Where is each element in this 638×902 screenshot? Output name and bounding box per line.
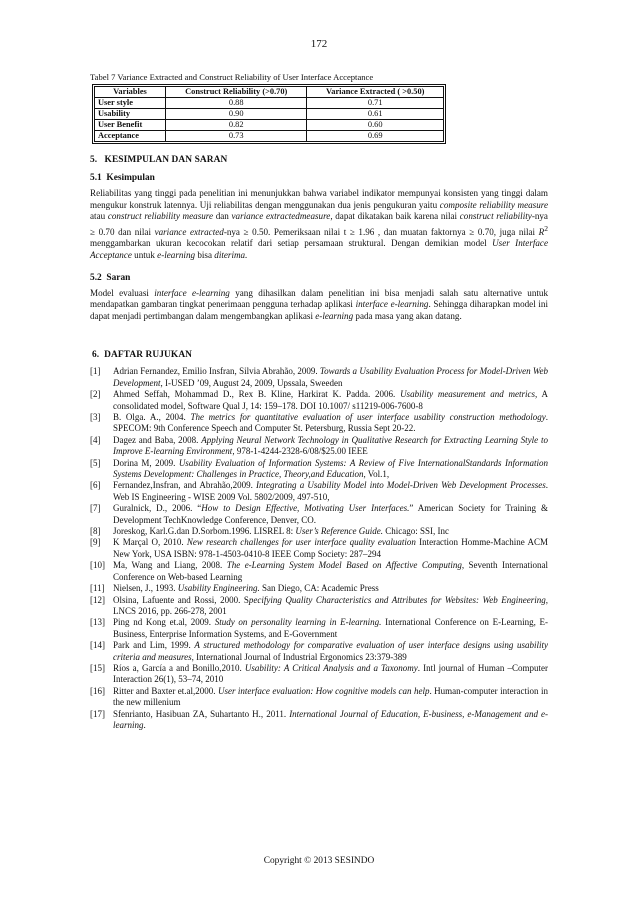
table-cell: 0.90 bbox=[166, 109, 307, 120]
page-content bbox=[90, 72, 548, 731]
reference-authors: Ping nd Kong et.al, 2009. bbox=[113, 617, 215, 628]
reference-number: [9] bbox=[90, 537, 101, 548]
reference-item bbox=[90, 709, 548, 732]
reference-number: [10] bbox=[90, 560, 105, 571]
reference-title: User’s Reference Guide. bbox=[295, 526, 383, 537]
reference-details: Interaction Homme-Machine ACM New York, USA ISBN: 978-1-4503-0410-8 IEEE Comp Society: 287–294 bbox=[113, 537, 549, 559]
emphasis: composite reliability measure bbox=[439, 199, 549, 210]
reference-details: , LNCS 2016, pp. 266-278, 2001 bbox=[113, 594, 548, 616]
reference-authors: Ritter and Baxter et.al,2000. bbox=[113, 685, 218, 696]
section-5-heading: 5. KESIMPULAN DAN SARAN bbox=[90, 155, 228, 165]
table-cell: User Benefit bbox=[95, 120, 166, 131]
kesimpulan-paragraph bbox=[90, 188, 548, 262]
reference-title: Usability: A Critical Analysis and a Taxonomy bbox=[244, 662, 418, 673]
reference-details: International Conference on E-Learning, E-Business, Enterprise Information Systems, and E-Government bbox=[113, 617, 549, 639]
table-cell: 0.60 bbox=[307, 120, 444, 131]
reference-title: Usability Evaluation of Information Systems: A Review of Five InternationalStandards Information Systems Development: Challenges in Practice, Theory,and Education bbox=[113, 457, 548, 480]
reference-item bbox=[90, 617, 548, 640]
reference-details: . bbox=[143, 719, 146, 730]
text-run: menggambarkan ukuran kecocokan relatif dari setiap persamaan struktural. Dengan demikian model bbox=[90, 238, 493, 249]
emphasis: interface e-learning bbox=[154, 287, 230, 298]
reference-details: . SPECOM: 9th Conference Speech and Computer St. Petersburg, Russia Sept 20-22. bbox=[113, 412, 548, 434]
reference-details: . Web IS Engineering - WISE 2009 Vol. 5802/2009, 497-510, bbox=[113, 480, 549, 502]
reference-number: [15] bbox=[90, 662, 105, 673]
emphasis: variance extracted bbox=[154, 226, 224, 237]
reference-authors: Dorina M, 2009. bbox=[113, 457, 179, 468]
reference-title: User interface evaluation: How cognitive models can help bbox=[217, 685, 430, 696]
reference-title: A structured methodology for comparative evaluation of user interface designs using usability criteria and measures bbox=[113, 640, 548, 662]
reference-details: , 978-1-4244-2328-6/08/$25.00 IEEE bbox=[232, 446, 368, 457]
text-run: bisa bbox=[195, 250, 215, 260]
table-row bbox=[95, 109, 444, 120]
reference-authors: Sfenrianto, Hasibuan ZA, Suhartanto H., 2011. bbox=[113, 708, 290, 719]
reference-details: Chicago: SSI, Inc bbox=[382, 526, 449, 537]
reference-authors: Guralnick, D., 2006. “ bbox=[113, 503, 202, 514]
reference-title: New research challenges for user interface quality evaluation bbox=[186, 537, 416, 548]
reference-authors: K Marçal O, 2010. bbox=[113, 537, 187, 548]
text-run: , dapat dikatakan baik karena nilai bbox=[330, 211, 460, 222]
emphasis: e-learning bbox=[315, 310, 354, 321]
table-cell: 0.88 bbox=[166, 98, 307, 109]
reference-item bbox=[90, 640, 548, 663]
text-run: Reliabilitas yang tinggi pada penelitian ini menunjukkan bahwa variabel indikator mempunyai konsisten yang tinggi dalam mengukur konstruk latennya. Uji reliabilitas dengan menggunakan dua jenis pengukuran yaitu bbox=[90, 188, 548, 210]
reference-authors: Dagez and Baba, 2008. bbox=[113, 434, 202, 445]
reference-details: . Intl journal of Human –Computer Interaction 26(1), 53–74, 2010 bbox=[113, 662, 548, 685]
reference-authors: B. Olga. A., 2004. bbox=[113, 412, 191, 422]
reference-authors: Joreskog, Karl.G.dan D.Sorbom.1996. LISREL 8: bbox=[113, 526, 296, 537]
table-header: Construct Reliability (>0.70) bbox=[166, 87, 307, 98]
reference-item bbox=[90, 595, 548, 618]
reference-number: [16] bbox=[90, 685, 105, 696]
table-cell: User style bbox=[95, 98, 166, 109]
reference-list bbox=[90, 366, 548, 731]
reference-title: Towards a Usability Evaluation Process for Model-Driven Web Development bbox=[113, 366, 549, 388]
reference-details: , I-USED ’09, August 24, 2009, Upssala, Sweeden bbox=[160, 377, 343, 388]
reference-authors: Ríos a, García a and Bonillo,2010. bbox=[113, 662, 245, 673]
reference-title: Applying Neural Network Technology in Qualitative Research for Extracting Learning Style to Improve E-learning Environment bbox=[113, 434, 548, 457]
emphasis: diterima. bbox=[214, 250, 248, 260]
text-run: . Sehingga diharapkan model ini dapat menjadi pertimbangan dalam mengembangkan aplikasi bbox=[90, 299, 548, 321]
r-squared-symbol: R bbox=[538, 226, 545, 237]
reference-authors: Nielsen, J., 1993. bbox=[113, 583, 178, 594]
reference-number: [14] bbox=[90, 640, 105, 651]
reference-authors: Park and Lim, 1999. bbox=[113, 640, 195, 651]
text-run: untuk bbox=[131, 250, 158, 260]
reference-title: The e-Learning System Model Based on Affective Computing bbox=[226, 560, 462, 571]
emphasis: User Interface Acceptance bbox=[90, 238, 549, 260]
table-cell: Acceptance bbox=[95, 131, 166, 142]
reference-item bbox=[90, 503, 548, 526]
reference-number: [13] bbox=[90, 617, 105, 628]
saran-paragraph bbox=[90, 288, 548, 323]
reference-number: [7] bbox=[90, 503, 101, 514]
reference-number: [2] bbox=[90, 389, 101, 400]
reference-details: , Seventh International Conference on Web-based Learning bbox=[113, 560, 548, 582]
text-run: dan bbox=[213, 211, 232, 222]
reference-number: [5] bbox=[90, 457, 101, 468]
text-run: Model evaluasi bbox=[90, 287, 155, 298]
table-cell: 0.73 bbox=[166, 131, 307, 142]
table-header: Variables bbox=[95, 87, 166, 98]
reference-item bbox=[90, 480, 548, 503]
text-run: -nya ≥ 0.70 dan nilai bbox=[90, 211, 548, 237]
text-run: yang dihasilkan dalam penelitian ini bisa menjadi salah satu alternative untuk mendapatkan gambaran tingkat penerimaan pengguna terhadap aplikasi bbox=[90, 287, 548, 310]
emphasis: interface e-learning bbox=[355, 299, 429, 310]
reference-title: Integrating a Usability Model into Model-Driven Web Development Processes bbox=[256, 480, 546, 491]
reference-item bbox=[90, 663, 548, 686]
reference-details: , International Journal of Industrial Ergonomics 23:379-389 bbox=[191, 651, 407, 662]
reference-number: [17] bbox=[90, 708, 105, 719]
reference-number: [12] bbox=[90, 594, 105, 605]
table-header-row bbox=[95, 87, 444, 98]
reference-title: Usability measurement and metrics, bbox=[400, 389, 538, 400]
table-cell: 0.71 bbox=[307, 98, 444, 109]
copyright-footer: Copyright © 2013 SESINDO bbox=[263, 856, 375, 866]
reference-item bbox=[90, 583, 548, 594]
reference-item bbox=[90, 526, 548, 537]
subsection-5-2-heading: 5.2 Saran bbox=[90, 272, 131, 283]
emphasis: variance extractedmeasure bbox=[231, 211, 331, 222]
reference-details: San Diego, CA: Academic Press bbox=[259, 583, 379, 594]
emphasis: construct reliability measure bbox=[107, 211, 214, 222]
reference-authors: Ma, Wang and Liang, 2008. bbox=[113, 560, 227, 571]
reference-details: A consolidated model, Software Qual J, 14: 159–178. DOI 10.1007/ s11219-006-7600-8 bbox=[113, 389, 548, 411]
reference-number: [1] bbox=[90, 366, 101, 377]
section-6-heading: 6. DAFTAR RUJUKAN bbox=[92, 350, 193, 361]
reference-item bbox=[90, 686, 548, 709]
table-row bbox=[95, 131, 444, 142]
page-number: 172 bbox=[310, 38, 328, 50]
reference-details: . Human-computer interaction in the new millenium bbox=[113, 685, 548, 708]
reference-number: [4] bbox=[90, 434, 101, 445]
emphasis: e-learning bbox=[157, 250, 196, 260]
emphasis: construct reliability bbox=[459, 211, 532, 222]
text-run: pada masa yang akan datang. bbox=[353, 310, 462, 321]
reference-item bbox=[90, 389, 548, 412]
table-cell: 0.69 bbox=[307, 131, 444, 142]
reference-number: [6] bbox=[90, 480, 101, 491]
reference-item bbox=[90, 366, 548, 389]
table-cell: Usability bbox=[95, 109, 166, 120]
reference-details: ” American Society for Training & Development TechKnowledge Conference, Denver, CO. bbox=[113, 503, 548, 525]
reference-authors: Adrian Fernandez, Emilio Insfran, Silvia Abrahão, 2009. bbox=[113, 366, 320, 377]
reference-details: , Vol.1, bbox=[363, 469, 390, 480]
table-row bbox=[95, 98, 444, 109]
reference-title: Usability Engineering. bbox=[177, 583, 260, 594]
reliability-table bbox=[94, 86, 444, 142]
reference-title: How to Design Effective, Motivating User Interfaces. bbox=[201, 503, 410, 514]
table-cell: 0.82 bbox=[166, 120, 307, 131]
reference-title: The metrics for quantitative evaluation of user interface usability construction methodology bbox=[190, 412, 546, 422]
reference-item bbox=[90, 435, 548, 458]
reference-title: Study on personality learning in E-learning. bbox=[214, 617, 382, 628]
reference-title: International Journal of Education, E-business, e-Management and e-learning bbox=[113, 708, 548, 730]
reference-number: [11] bbox=[90, 583, 105, 594]
reference-authors: Ahmed Seffah, Mohammad D., Rex B. Kline, Harkirat K. Padda. 2006. bbox=[113, 389, 401, 400]
reference-item bbox=[90, 560, 548, 583]
subsection-5-1-heading: 5.1 Kesimpulan bbox=[90, 173, 155, 183]
reference-item bbox=[90, 537, 548, 560]
text-run: -nya ≥ 0.50. Pemeriksaan nilai t ≥ 1.96 , dan muatan faktornya ≥ 0.70, juga nilai bbox=[223, 226, 539, 237]
table-row bbox=[95, 120, 444, 131]
reference-item bbox=[90, 412, 548, 435]
reference-number: [8] bbox=[90, 526, 101, 537]
reference-title: pecifying Quality Characteristics and Attributes for Websites: Web Engineering bbox=[248, 594, 546, 605]
table-cell: 0.61 bbox=[307, 109, 444, 120]
reference-authors: Olsina, Lafuente and Rossi, 2000. S bbox=[113, 594, 249, 605]
reference-number: [3] bbox=[90, 412, 101, 422]
reference-item bbox=[90, 458, 548, 481]
table-caption: Tabel 7 Variance Extracted and Construct Reliability of User Interface Acceptance bbox=[90, 72, 374, 82]
superscript: 2 bbox=[544, 223, 549, 233]
table-header: Variance Extracted ( >0.50) bbox=[307, 87, 444, 98]
text-run: atau bbox=[90, 211, 108, 222]
reference-authors: Fernandez,Insfran, and Abrahão,2009. bbox=[113, 480, 257, 491]
